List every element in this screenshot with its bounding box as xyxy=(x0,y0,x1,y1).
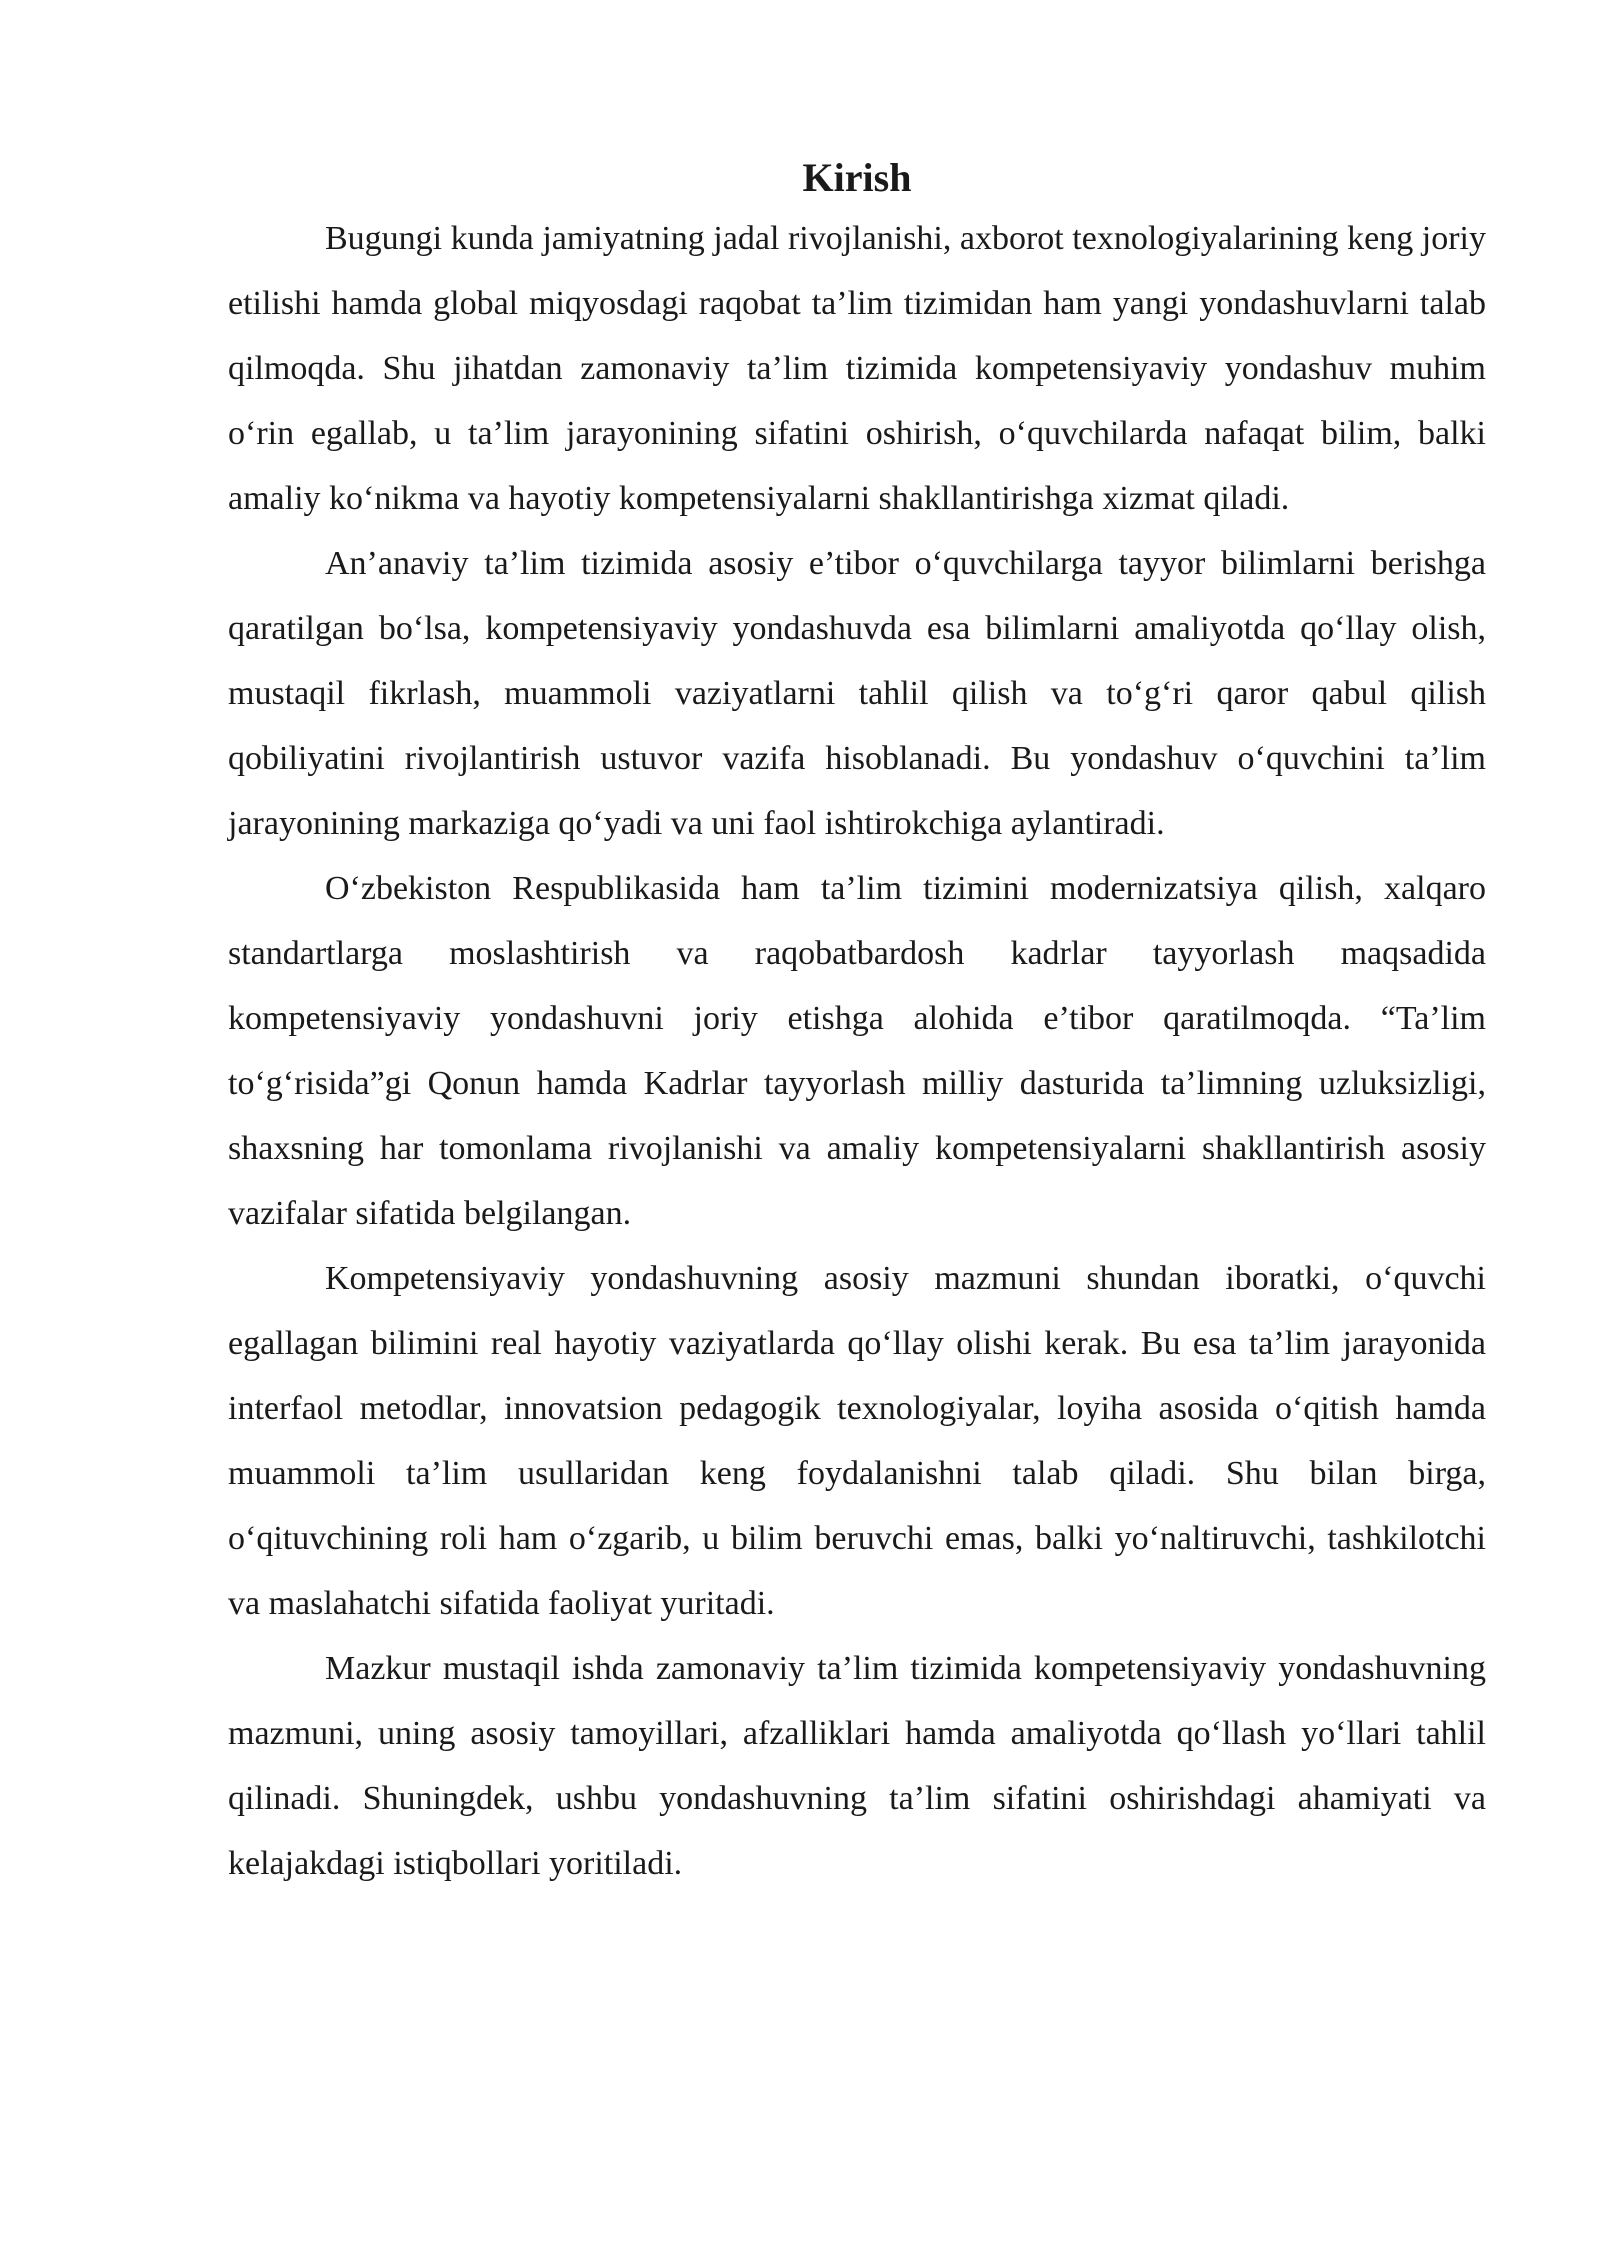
paragraph: Kompetensiyaviy yondashuvning asosiy mazmuni shundan iboratki, o‘quvchi egallagan bilimini real hayotiy vaziyatlarda qo‘llay olishi kerak. Bu esa ta’lim jarayonida interfaol metodlar, innovatsion pedagogik texnologiyalar, loyiha asosida o‘qitish hamda muammoli ta’lim usullaridan keng foydalanishni talab qiladi. Shu bilan birga, o‘qituvchining roli ham o‘zgarib, u bilim beruvchi emas, balki yo‘naltiruvchi, tashkilotchi va maslahatchi sifatida faoliyat yuritadi. xyxy=(228,1260,1486,1622)
page-title: Kirish xyxy=(802,155,912,200)
paragraph: Mazkur mustaqil ishda zamonaviy ta’lim tizimida kompetensiyaviy yondashuvning mazmuni, uning asosiy tamoyillari, afzalliklari hamda amaliyotda qo‘llash yo‘llari tahlil qilinadi. Shuningdek, ushbu yondashuvning ta’lim sifatini oshirishdagi ahamiyati va kelajakdagi istiqbollari yoritiladi. xyxy=(228,1650,1486,1882)
document-body xyxy=(228,150,1486,1896)
paragraph: O‘zbekiston Respublikasida ham ta’lim tizimini modernizatsiya qilish, xalqaro standartlarga moslashtirish va raqobatbardosh kadrlar tayyorlash maqsadida kompetensiyaviy yondashuvni joriy etishga alohida e’tibor qaratilmoqda. “Ta’lim to‘g‘risida”gi Qonun hamda Kadrlar tayyorlash milliy dasturida ta’limning uzluksizligi, shaxsning har tomonlama rivojlanishi va amaliy kompetensiyalarni shakllantirish asosiy vazifalar sifatida belgilangan. xyxy=(228,870,1486,1232)
paragraph: Bugungi kunda jamiyatning jadal rivojlanishi, axborot texnologiyalarining keng joriy etilishi hamda global miqyosdagi raqobat ta’lim tizimidan ham yangi yondashuvlarni talab qilmoqda. Shu jihatdan zamonaviy ta’lim tizimida kompetensiyaviy yondashuv muhim o‘rin egallab, u ta’lim jarayonining sifatini oshirish, o‘quvchilarda nafaqat bilim, balki amaliy ko‘nikma va hayotiy kompetensiyalarni shakllantirishga xizmat qiladi. xyxy=(228,220,1486,517)
paragraph: An’anaviy ta’lim tizimida asosiy e’tibor o‘quvchilarga tayyor bilimlarni berishga qaratilgan bo‘lsa, kompetensiyaviy yondashuvda esa bilimlarni amaliyotda qo‘llay olish, mustaqil fikrlash, muammoli vaziyatlarni tahlil qilish va to‘g‘ri qaror qabul qilish qobiliyatini rivojlantirish ustuvor vazifa hisoblanadi. Bu yondashuv o‘quvchini ta’lim jarayonining markaziga qo‘yadi va uni faol ishtirokchiga aylantiradi. xyxy=(228,545,1486,842)
